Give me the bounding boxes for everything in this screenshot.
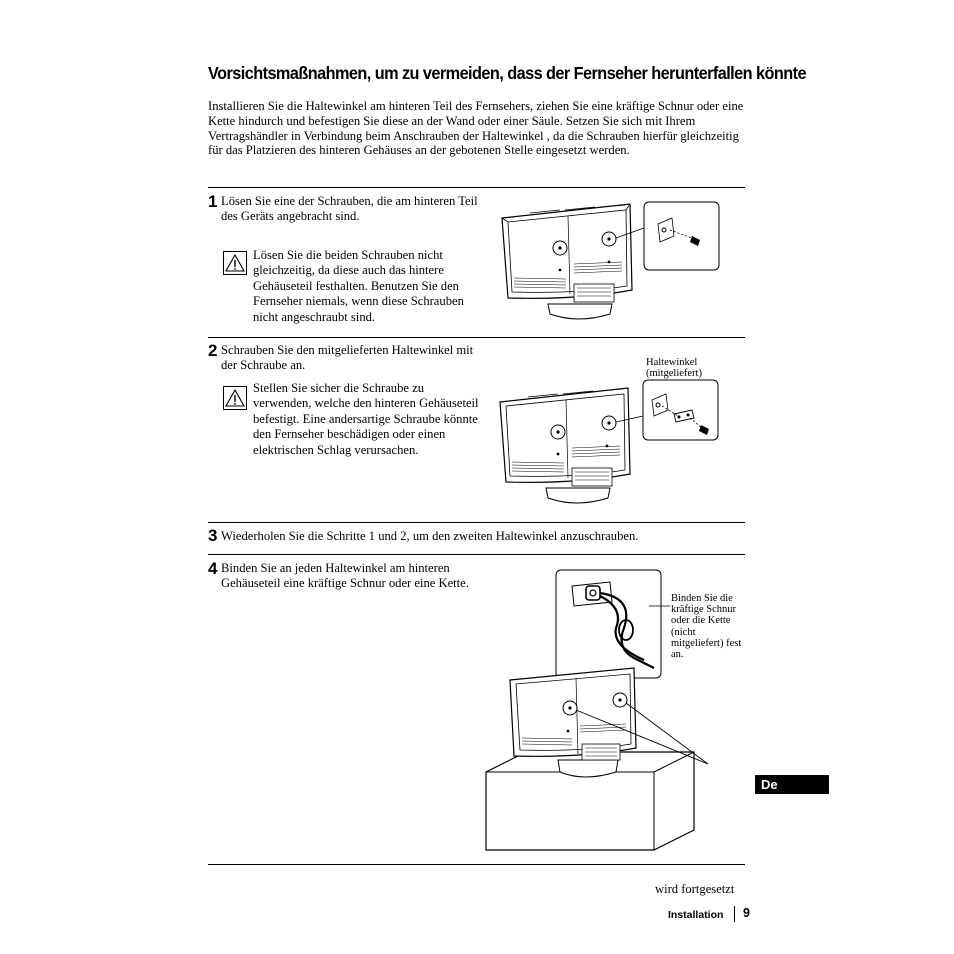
footer-section: Installation [668, 909, 724, 921]
step-4-number: 4 [208, 559, 218, 578]
continued-note: wird fortgesetzt [655, 882, 735, 896]
warning-icon [223, 386, 247, 410]
tv-rear-illustration-2 [498, 380, 723, 510]
page-number: 9 [743, 906, 750, 920]
intro-paragraph: Installieren Sie die Haltewinkel am hinteren Teil des Fernsehers, ziehen Sie eine kräftige Schnur oder eine Kette hindurch und befestigen Sie diese an der Wand oder einer Säule. Setzen Sie sich mit Ihrem Vertragshändler in Verbindung beim Anschrauben der Haltewinkel , da die Schrauben hierfür gleichzeitig für das Platzieren des hinteren Gehäuses an der gebotenen Stelle eingesetzt werden. [208, 99, 744, 158]
language-tab: De [755, 775, 829, 794]
step-1-warning: Lösen Sie die beiden Schrauben nicht gleichzeitig, da diese auch das hintere Gehäuseteil festhalten. Benutzen Sie den Fernseher niemals, wenn diese Schrauben nicht angeschraubt sind. [253, 248, 464, 324]
warning-icon [223, 251, 247, 275]
divider-rule [208, 864, 745, 865]
step-4-text: Binden Sie an jeden Haltewinkel am hinteren Gehäuseteil eine kräftige Schnur oder eine Kette. [221, 561, 469, 591]
step-2-warning: Stellen Sie sicher die Schraube zu verwenden, welche den hinteren Gehäuseteil befestigt. Eine andersartige Schraube könnte den Fernseher beschädigen oder einen elektrischen Schlag verursachen. [253, 381, 479, 457]
divider-rule [208, 522, 745, 523]
step-4-callout: Binden Sie die kräftige Schnur oder die Kette (nicht mitgeliefert) fest an. [671, 593, 742, 661]
step-3-number: 3 [208, 526, 218, 545]
page-title: Vorsichtsmaßnahmen, um zu vermeiden, dass der Fernseher herunterfallen könnte [208, 63, 806, 83]
step-1-number: 1 [208, 192, 218, 211]
divider-rule [208, 337, 745, 338]
step-2-number: 2 [208, 341, 218, 360]
divider-rule [208, 554, 745, 555]
step-2-callout: Haltewinkel (mitgeliefert) [646, 357, 702, 380]
tv-on-stand-illustration [484, 568, 724, 863]
step-2-text: Schrauben Sie den mitgelieferten Haltewinkel mit der Schraube an. [221, 343, 474, 373]
divider-rule [208, 187, 745, 188]
step-1-text: Lösen Sie eine der Schrauben, die am hinteren Teil des Geräts angebracht sind. [221, 194, 478, 224]
tv-rear-illustration-1 [500, 200, 725, 325]
footer-separator [734, 906, 735, 922]
step-3-text: Wiederholen Sie die Schritte 1 und 2, um den zweiten Haltewinkel anzuschrauben. [221, 529, 639, 543]
